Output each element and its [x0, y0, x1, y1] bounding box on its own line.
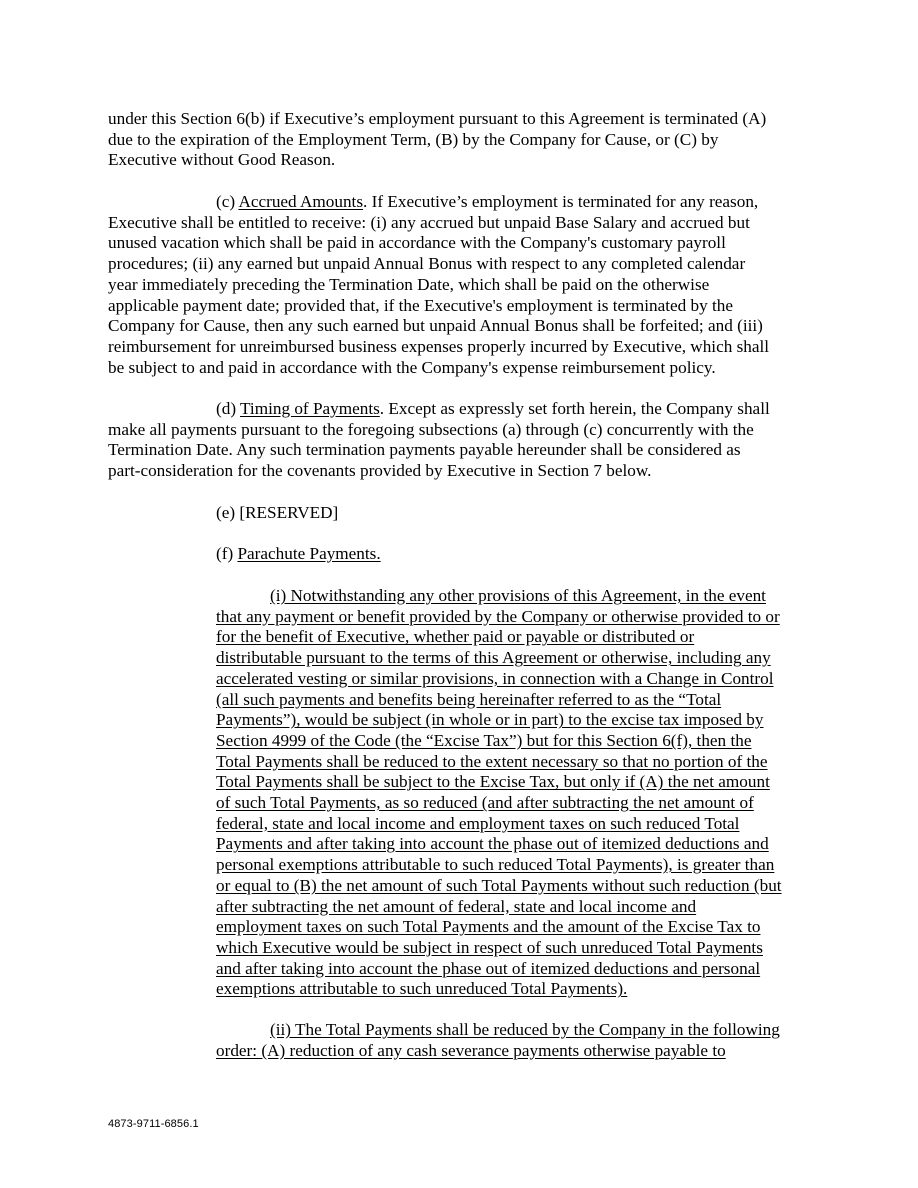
text-line: Payments”), would be subject (in whole or in part) to the excise tax imposed by	[216, 710, 764, 730]
section-f-ii	[216, 1020, 780, 1061]
text-line: order: (A) reduction of any cash severance payments otherwise payable to	[216, 1040, 726, 1060]
section-e-reserved	[216, 503, 338, 524]
section-6b-tail	[108, 109, 766, 171]
section-c-accrued-amounts	[108, 192, 769, 378]
text-line: under this Section 6(b) if Executive’s employment pursuant to this Agreement is terminated (A)	[108, 109, 767, 128]
section-heading: Accrued Amounts	[238, 192, 364, 211]
text-line: due to the expiration of the Employment Term, (B) by the Company for Cause, or (C) by	[108, 129, 719, 149]
text-line: Section 4999 of the Code (the “Excise Tax”) but for this Section 6(f), then the	[216, 730, 752, 750]
text-line: of such Total Payments, as so reduced (and after subtracting the net amount of	[216, 793, 754, 813]
section-f-parachute-payments	[216, 544, 381, 565]
text-line: distributable pursuant to the terms of this Agreement or otherwise, including any	[216, 648, 771, 668]
section-heading: Timing of Payments	[240, 399, 380, 418]
text-line: Payments and after taking into account the phase out of itemized deductions and	[216, 834, 769, 854]
text-line: which Executive would be subject in respect of such unreduced Total Payments	[216, 937, 763, 957]
text-line	[216, 544, 381, 565]
text-line: after subtracting the net amount of federal, state and local income and	[216, 896, 697, 916]
text-line: that any payment or benefit provided by the Company or otherwise provided to or	[216, 606, 780, 626]
section-label: (d)	[216, 399, 241, 418]
text-line: federal, state and local income and employment taxes on such reduced Total	[216, 813, 740, 833]
text-line: Total Payments shall be subject to the Excise Tax, but only if (A) the net amount	[216, 772, 770, 792]
text-line: (e) [RESERVED]	[216, 503, 339, 522]
text-line: (all such payments and benefits being hereinafter referred to as the “Total	[216, 689, 722, 709]
text-line: employment taxes on such Total Payments and the amount of the Excise Tax to	[216, 917, 761, 937]
section-f-i	[216, 586, 782, 1000]
section-d-timing-of-payments	[108, 399, 770, 482]
text-line: year immediately preceding the Termination Date, which shall be paid on the otherwise	[108, 274, 710, 294]
text-line: exemptions attributable to such unreduced Total Payments).	[216, 979, 628, 999]
section-label: (f)	[216, 544, 238, 563]
text-line: Executive without Good Reason.	[108, 150, 336, 170]
section-heading: Parachute Payments.	[237, 544, 381, 563]
text-run: . Except as expressly set forth herein, the Company shall	[379, 399, 770, 418]
document-id-footer: 4873-9711-6856.1	[108, 1118, 199, 1130]
text-line: make all payments pursuant to the foregoing subsections (a) through (c) concurrently with the	[108, 419, 754, 439]
text-line: accelerated vesting or similar provisions, in connection with a Change in Control	[216, 668, 774, 688]
text-line: be subject to and paid in accordance with the Company's expense reimbursement policy.	[108, 357, 716, 377]
text-line	[108, 192, 769, 213]
text-line: Company for Cause, then any such earned but unpaid Annual Bonus shall be forfeited; and (iii)	[108, 316, 763, 336]
text-line: (ii) The Total Payments shall be reduced by the Company in the following	[270, 1020, 780, 1039]
text-line: Total Payments shall be reduced to the extent necessary so that no portion of the	[216, 751, 768, 771]
text-line: procedures; (ii) any earned but unpaid Annual Bonus with respect to any completed calendar	[108, 254, 746, 274]
text-line: and after taking into account the phase out of itemized deductions and personal	[216, 958, 761, 978]
text-line: personal exemptions attributable to such reduced Total Payments), is greater than	[216, 855, 775, 875]
text-line: reimbursement for unreimbursed business expenses properly incurred by Executive, which shall	[108, 336, 770, 356]
text-line: or equal to (B) the net amount of such Total Payments without such reduction (but	[216, 875, 782, 895]
text-line	[108, 399, 770, 420]
text-line: Termination Date. Any such termination payments payable hereunder shall be considered as	[108, 440, 741, 460]
text-line: unused vacation which shall be paid in accordance with the Company's customary payroll	[108, 233, 726, 253]
text-line: part-consideration for the covenants provided by Executive in Section 7 below.	[108, 461, 652, 481]
text-line: for the benefit of Executive, whether paid or payable or distributed or	[216, 627, 695, 647]
text-line: (i) Notwithstanding any other provisions of this Agreement, in the event	[270, 586, 766, 605]
text-line: applicable payment date; provided that, if the Executive's employment is terminated by the	[108, 295, 733, 315]
section-label: (c)	[216, 192, 239, 211]
text-line: Executive shall be entitled to receive: (i) any accrued but unpaid Base Salary and accrued but	[108, 212, 750, 232]
text-run: . If Executive’s employment is terminated for any reason,	[363, 192, 759, 211]
